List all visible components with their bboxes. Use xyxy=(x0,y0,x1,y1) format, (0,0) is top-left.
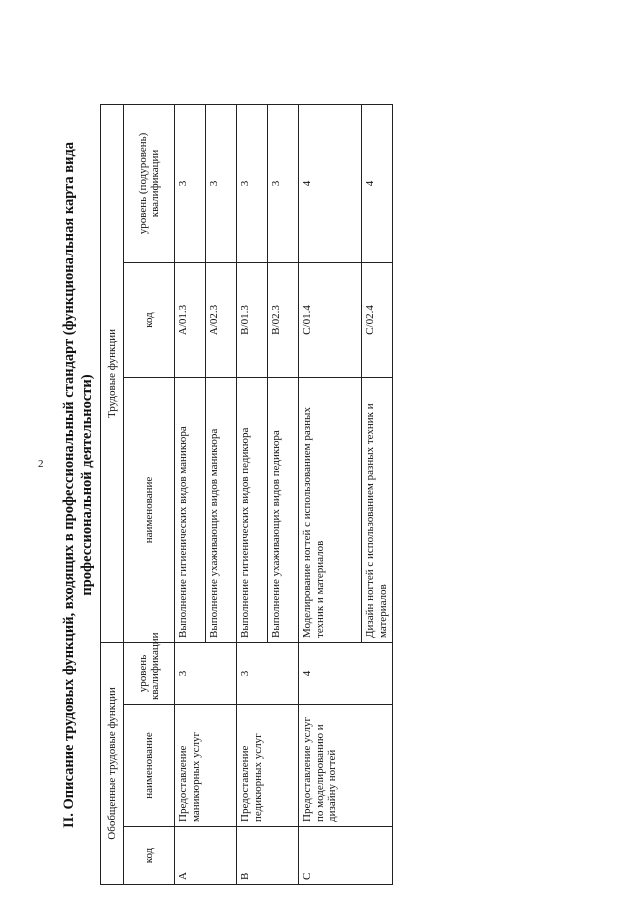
header-labor-functions: Трудовые функции xyxy=(101,104,124,642)
header-name: наименование xyxy=(124,705,175,827)
tf-level-cell: 4 xyxy=(299,104,362,262)
table-row xyxy=(237,104,268,884)
gtf-level-cell: 3 xyxy=(175,642,237,704)
section-title xyxy=(60,105,96,865)
tf-code-cell: B/01.3 xyxy=(237,262,268,377)
tf-level-cell: 4 xyxy=(362,104,393,262)
gtf-name-cell: Предоставление маникюрных услуг xyxy=(175,705,237,827)
gtf-code-cell: A xyxy=(175,827,237,885)
gtf-name-cell: Предоставление услуг по моделированию и дизайну ногтей xyxy=(299,705,393,827)
gtf-name-cell: Предоставление педикюрных услуг xyxy=(237,705,299,827)
gtf-level-cell: 4 xyxy=(299,642,393,704)
tf-code-cell: B/02.3 xyxy=(268,262,299,377)
header-function-sublevel: уровень (подуровень) квалификации xyxy=(124,104,175,262)
tf-level-cell: 3 xyxy=(237,104,268,262)
tf-name-cell: Выполнение гигиенических видов маникюра xyxy=(175,377,206,642)
section-title-line-2: профессиональной деятельности) xyxy=(79,374,95,596)
header-generalized-functions: Обобщенные трудовые функции xyxy=(101,642,124,884)
tf-level-cell: 3 xyxy=(175,104,206,262)
tf-name-cell: Выполнение ухаживающих видов маникюра xyxy=(206,377,237,642)
tf-code-cell: C/01.4 xyxy=(299,262,362,377)
rotated-page-content xyxy=(60,85,389,885)
tf-code-cell: A/02.3 xyxy=(206,262,237,377)
section-title-line-1: II. Описание трудовых функций, входящих в профессиональный стандарт (функциональная карта вида xyxy=(61,141,77,829)
tf-name-cell: Выполнение гигиенических видов педикюра xyxy=(237,377,268,642)
header-code: код xyxy=(124,827,175,885)
tf-name-cell: Моделирование ногтей с использованием разных техник и материалов xyxy=(299,377,362,642)
page-number: 2 xyxy=(38,458,44,470)
tf-level-cell: 3 xyxy=(268,104,299,262)
header-function-name: наименование xyxy=(124,377,175,642)
tf-code-cell: A/01.3 xyxy=(175,262,206,377)
tf-name-cell: Выполнение ухаживающих видов педикюра xyxy=(268,377,299,642)
tf-code-cell: C/02.4 xyxy=(362,262,393,377)
functional-map-table xyxy=(100,104,393,885)
tf-level-cell: 3 xyxy=(206,104,237,262)
gtf-code-cell: C xyxy=(299,827,393,885)
header-qualification-level: уровень квалификации xyxy=(124,642,175,704)
gtf-code-cell: B xyxy=(237,827,299,885)
gtf-level-cell: 3 xyxy=(237,642,299,704)
table-row xyxy=(175,104,206,884)
table-row xyxy=(299,104,362,884)
header-function-code: код xyxy=(124,262,175,377)
tf-name-cell: Дизайн ногтей с использованием разных техник и материалов xyxy=(362,377,393,642)
